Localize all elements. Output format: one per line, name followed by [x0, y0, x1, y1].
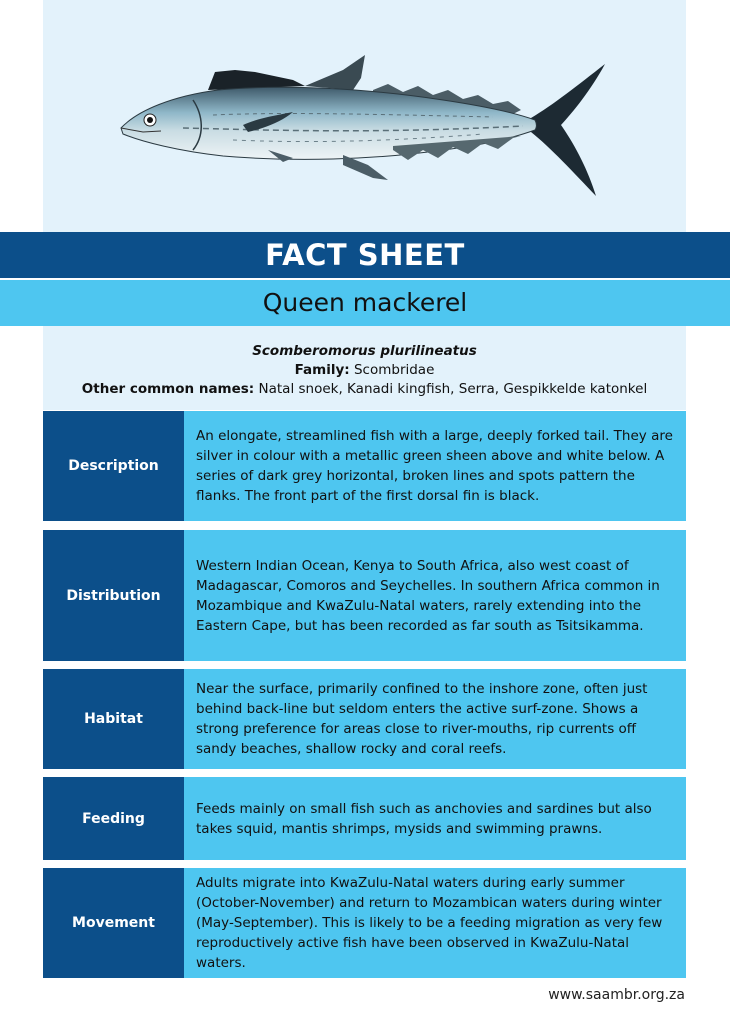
section-text: Feeds mainly on small fish such as anchovies and sardines but also takes squid, mantis shrimps, mysids and swimming prawns.	[196, 800, 652, 837]
queen-mackerel-illustration	[43, 0, 686, 232]
section-habitat	[43, 669, 686, 769]
section-text: Western Indian Ocean, Kenya to South Africa, also west coast of Madagascar, Comoros and Seychelles. In southern Africa common in Mozambique and KwaZulu-Natal waters, rarely extending into the Eastern Cape, but has been recorded as far south as Tsitsikamma.	[196, 557, 660, 634]
other-names-value: Natal snoek, Kanadi kingfish, Serra, Gespikkelde katonkel	[258, 381, 648, 397]
fact-sheet-banner: FACT SHEET	[0, 232, 730, 278]
family-value: Scombridae	[353, 362, 435, 378]
section-distribution	[43, 530, 686, 661]
section-label: Habitat	[43, 669, 184, 769]
section-text: An elongate, streamlined fish with a large, deeply forked tail. They are silver in colour with a metallic green sheen above and white below. A series of dark grey horizontal, broken lines and spots pattern the flanks. The front part of the first dorsal fin is black.	[196, 428, 673, 504]
other-names-label: Other common names:	[81, 381, 255, 397]
section-label: Distribution	[43, 530, 184, 661]
section-text: Adults migrate into KwaZulu-Natal waters during early summer (October-November) and return to Mozambican waters during winter (May-September). This is likely to be a feeding migration as very few reproductively active fish have been observed in KwaZulu-Natal waters.	[196, 875, 663, 971]
scientific-name: Scomberomorus plurilineatus	[252, 343, 477, 359]
section-label: Feeding	[43, 777, 184, 860]
species-common-name: Queen mackerel	[0, 280, 730, 326]
section-text: Near the surface, primarily confined to the inshore zone, often just behind back-line but seldom enters the active surf-zone. Shows a strong preference for areas close to river-mouths, rip currents off sandy beaches, shallow rocky and coral reefs.	[196, 681, 648, 757]
section-label: Description	[43, 411, 184, 521]
other-names-line	[43, 380, 686, 399]
fish-illustration-panel	[43, 0, 686, 232]
website-link[interactable]: www.saambr.org.za	[548, 987, 685, 1003]
section-feeding	[43, 777, 686, 860]
section-description	[43, 411, 686, 521]
family-label: Family:	[294, 362, 350, 378]
section-label: Movement	[43, 868, 184, 978]
section-movement	[43, 868, 686, 978]
family-line	[43, 361, 686, 380]
species-info-block	[43, 326, 686, 410]
